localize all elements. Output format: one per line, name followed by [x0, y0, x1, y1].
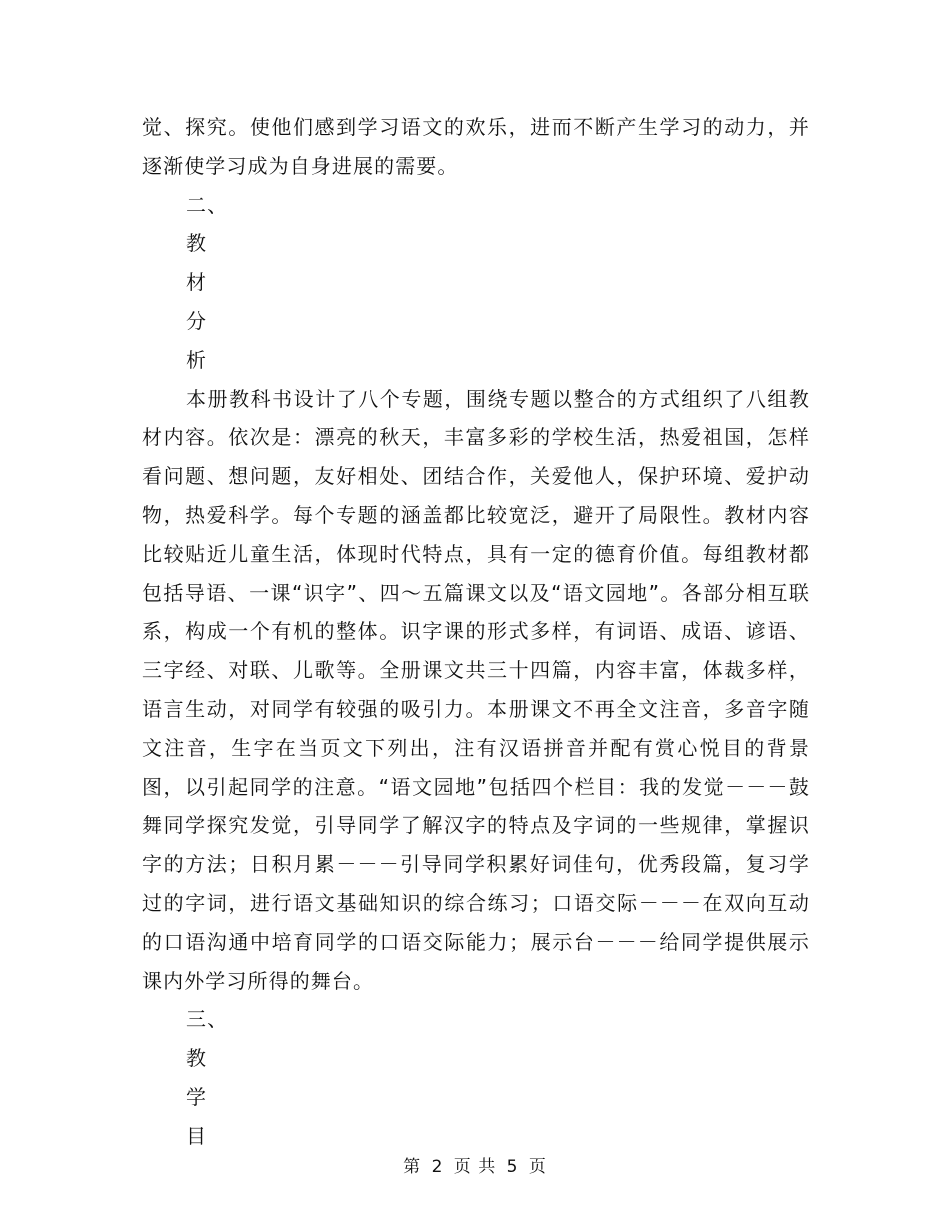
section-number-two: 二、: [186, 192, 229, 217]
section-heading-char: 学: [186, 1084, 208, 1109]
paragraph-intro-continued: 觉、探究。使他们感到学习语文的欢乐，进而不断产生学习的动力，并逐渐使学习成为自身进展的需要。: [142, 115, 810, 178]
footer-current-page: 2: [431, 1157, 444, 1177]
paragraph-textbook-analysis: 本册教科书设计了八个专题，围绕专题以整合的方式组织了八组教材内容。依次是：漂亮的秋天，丰富多彩的学校生活，热爱祖国，怎样看问题、想问题，友好相处、团结合作，关爱他人，保护环境、爱护动物，热爱科学。每个专题的涵盖都比较宽泛，避开了局限性。教材内容比较贴近儿童生活，体现时代特点，具有一定的德育价值。每组教材都包括导语、一课“识字”、四～五篇课文以及“语文园地”。各部分相互联系，构成一个有机的整体。识字课的形式多样，有词语、成语、谚语、三字经、对联、儿歌等。全册课文共三十四篇，内容丰富，体裁多样，语言生动，对同学有较强的吸引力。本册课文不再全文注音，多音字随文注音，生字在当页文下列出，注有汉语拼音并配有赏心悦目的背景图，以引起同学的注意。“语文园地”包括四个栏目：我的发觉－－－鼓舞同学探究发觉，引导同学了解汉字的特点及字词的一些规律，掌握识字的方法；日积月累－－－引导同学积累好词佳句，优秀段篇，复习学过的字词，进行语文基础知识的综合练习；口语交际－－－在双向互动的口语沟通中培育同学的口语交际能力；展示台－－－给同学提供展示课内外学习所得的舞台。: [142, 386, 810, 993]
footer-total-pages: 5: [506, 1157, 519, 1177]
document-body: [142, 108, 810, 1156]
footer-suffix: 页: [528, 1157, 547, 1177]
page-footer: [0, 1152, 950, 1177]
section-heading-char: 教: [186, 231, 208, 256]
footer-prefix: 第: [403, 1157, 422, 1177]
section-heading-char: 目: [186, 1123, 208, 1148]
section-heading-char: 教: [186, 1046, 208, 1071]
section-heading-char: 分: [186, 308, 208, 333]
section-number-three: 三、: [186, 1007, 229, 1032]
section-heading-char: 材: [186, 270, 208, 295]
section-heading-char: 析: [186, 347, 208, 372]
footer-mid: 页 共: [453, 1157, 497, 1177]
